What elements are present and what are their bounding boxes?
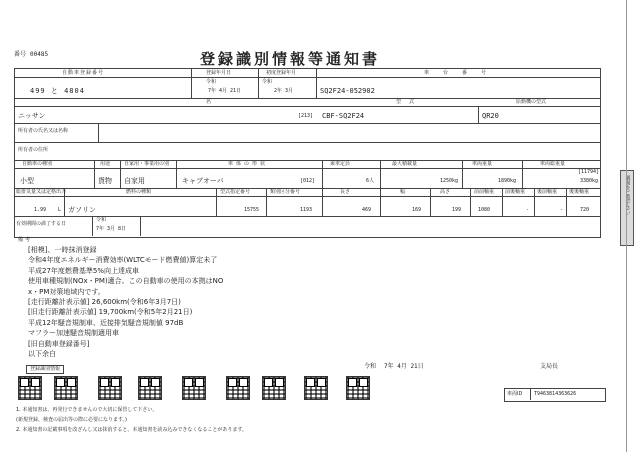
owner-name-label: 所有者の氏名又は名称 xyxy=(18,128,69,134)
rule xyxy=(380,188,381,216)
max-load-value: 1250kg xyxy=(440,178,459,184)
displacement-unit: L xyxy=(58,207,61,213)
rule xyxy=(14,123,600,124)
remarks-line: 平成12年騒音規制車、近接排気騒音規制値 97dB xyxy=(28,318,184,327)
capacity-value: 6人 xyxy=(366,178,375,184)
rule xyxy=(14,196,600,197)
engine-value: QR20 xyxy=(482,112,499,120)
displacement-value: 1.99 xyxy=(34,207,47,213)
rule xyxy=(14,142,600,143)
use-value: 貨物 xyxy=(98,177,112,185)
class-no-value: 1193 xyxy=(300,207,313,213)
rule xyxy=(216,188,217,216)
qr-code-icon xyxy=(54,376,78,400)
vehicle-id-value: T9463814363626 xyxy=(534,391,577,397)
gross-weight-value: 3380kg xyxy=(580,178,599,184)
rule xyxy=(462,160,463,188)
reg-no-label: 自動車登録番号 xyxy=(62,70,105,76)
max-load-label: 最大積載量 xyxy=(392,161,418,167)
weight-value: 1890kg xyxy=(498,178,517,184)
body-shape-code: [012] xyxy=(300,178,316,184)
vehicle-kind-value: 小型 xyxy=(20,177,34,185)
first-reg-era: 令和 xyxy=(262,79,273,85)
type-no-label: 型式指定番号 xyxy=(220,189,251,195)
rear-front-axle-label: 後前軸重 xyxy=(537,189,558,195)
rule xyxy=(14,98,600,99)
maker-value: ニッサン xyxy=(18,112,46,120)
number-label: 番号 xyxy=(14,51,27,58)
maker-label: 名 xyxy=(206,99,212,105)
front-rear-axle-value: - xyxy=(526,207,530,213)
issuer-title: 支局長 xyxy=(540,363,559,370)
rule xyxy=(120,160,121,188)
rule xyxy=(534,188,535,216)
rule xyxy=(530,388,531,400)
rule xyxy=(14,77,600,78)
type-no-value: 15755 xyxy=(244,207,260,213)
rule xyxy=(478,106,479,123)
footer-note: (新規登録、検査の届出等の際に必要になります。) xyxy=(16,417,128,423)
height-label: 高さ xyxy=(440,189,451,195)
fuel-label: 燃料の種類 xyxy=(126,189,152,195)
page-edge-rule xyxy=(626,0,627,452)
rule xyxy=(258,68,259,98)
displacement-label: 総排気量又は定格出力 xyxy=(16,189,67,195)
qr-code-icon xyxy=(18,376,42,400)
rule xyxy=(14,106,600,107)
reg-date-value: 7年 4月 21日 xyxy=(208,88,242,94)
issue-era: 令和 xyxy=(364,363,377,370)
rule xyxy=(322,160,323,188)
rule xyxy=(98,123,99,142)
remarks-line: [相模]、一時抹消登録 xyxy=(28,246,97,254)
rule xyxy=(566,188,567,216)
front-rear-axle-label: 前後軸重 xyxy=(505,189,526,195)
width-value: 169 xyxy=(412,207,422,213)
body-shape-value: キャブオーバ xyxy=(182,177,224,185)
model-value: CBF-SQ2F24 xyxy=(322,112,365,120)
rule xyxy=(316,68,317,98)
remarks-line: [旧自動車登録番号] xyxy=(28,339,90,348)
length-value: 469 xyxy=(362,207,372,213)
side-tab xyxy=(620,170,634,246)
footer-note: 1. 本通知書は、再発行できませんので大切に保管して下さい。 xyxy=(16,407,158,413)
reg-era: 令和 xyxy=(206,79,217,85)
expiry-label: 有効期間の満了する日 xyxy=(16,221,67,227)
remarks-line: 以下余白 xyxy=(28,349,56,358)
qr-code-icon xyxy=(182,376,206,400)
class-no-label: 類別区分番号 xyxy=(270,189,301,195)
height-value: 199 xyxy=(452,207,462,213)
qr-code-icon xyxy=(346,376,370,400)
remarks-line: 使用車種規制(NOx・PM)適合。この自動車の使用の本拠はNO xyxy=(28,277,224,286)
vehicle-id-label: 車両ID xyxy=(507,391,523,397)
owner-address-label: 所有者の住所 xyxy=(18,147,49,153)
rear-axle-label: 後後軸重 xyxy=(569,189,590,195)
private-label: 自家用・事業用の別 xyxy=(124,161,170,167)
remarks-line: 平成27年度燃費基準5%向上達成車 xyxy=(28,266,140,275)
front-axle-label: 前前軸重 xyxy=(474,189,495,195)
reg-date-label: 登録年月日 xyxy=(206,70,232,76)
qr-code-icon xyxy=(226,376,250,400)
first-reg-label: 初度登録年月 xyxy=(266,70,297,76)
rule xyxy=(380,160,381,188)
side-tab-text: 裏面をご覧下さい xyxy=(624,175,631,215)
footer-note: 2. 本通知書の記載事項を改ざんし又は抹消すると、本通知書を読み込みできなくなることがあります。 xyxy=(16,427,247,433)
rear-front-axle-value: - xyxy=(560,207,564,213)
rule xyxy=(140,216,141,236)
first-reg-value: 2年 3月 xyxy=(274,88,294,94)
rule xyxy=(176,160,177,188)
remarks-label: 備考 xyxy=(18,237,33,243)
fuel-value: ガソリン xyxy=(68,206,96,214)
document-title: 登録識別情報等通知書 xyxy=(200,50,381,68)
model-label: 型式 xyxy=(396,99,423,105)
rule xyxy=(92,216,93,236)
use-label: 用途 xyxy=(100,161,111,167)
chassis-label: 車台番号 xyxy=(424,70,501,76)
rule xyxy=(470,188,471,216)
remarks-line: [旧走行距離計表示値] 19,700km(令和5年2月21日) xyxy=(28,308,193,317)
engine-label: 原動機の型式 xyxy=(516,99,547,105)
width-label: 幅 xyxy=(400,189,406,195)
remarks-line: 令和4年度エネルギー消費効率(WLTCモード燃費値)算定未了 xyxy=(28,256,218,265)
qr-code-icon xyxy=(262,376,286,400)
rule xyxy=(430,188,431,216)
private-value: 自家用 xyxy=(124,177,145,185)
qr-code-icon xyxy=(304,376,328,400)
capacity-label: 乗車定員 xyxy=(330,161,351,167)
rule xyxy=(266,188,267,216)
remarks-line: x・PM対策地域内です。 xyxy=(28,287,105,296)
gross-weight-code: [11794] xyxy=(578,169,600,175)
reg-no-value: 499 と 4804 xyxy=(30,87,85,95)
rule xyxy=(502,188,503,216)
rule xyxy=(522,160,523,188)
expiry-value: 7年 3月 8日 xyxy=(96,226,127,232)
chassis-value: SQ2F24-052902 xyxy=(320,87,375,95)
document-number: 00485 xyxy=(30,51,49,58)
remarks-line: マフラー加速騒音規制適用車 xyxy=(28,329,119,338)
front-axle-value: 1080 xyxy=(478,207,491,213)
model-code: [213] xyxy=(298,113,314,119)
qr-code-icon xyxy=(98,376,122,400)
rule xyxy=(191,68,192,98)
rule xyxy=(322,188,323,216)
length-label: 長さ xyxy=(340,189,351,195)
issue-date: 7年 4月 21日 xyxy=(384,363,424,370)
rear-axle-value: 720 xyxy=(580,207,590,213)
remarks-line: [走行距離計表示値] 26,600km(令和6年3月7日) xyxy=(28,297,181,306)
qr-section-label: 登録識別情報 xyxy=(26,365,64,374)
gross-weight-label: 車両総重量 xyxy=(540,161,566,167)
rule xyxy=(14,168,600,169)
rule xyxy=(94,160,95,188)
body-shape-label: 車体の形状 xyxy=(228,161,269,167)
expiry-era: 令和 xyxy=(96,217,107,223)
weight-label: 車両重量 xyxy=(472,161,493,167)
qr-code-icon xyxy=(138,376,162,400)
vehicle-kind-label: 自動車の種別 xyxy=(22,161,53,167)
remarks-block xyxy=(28,245,388,359)
